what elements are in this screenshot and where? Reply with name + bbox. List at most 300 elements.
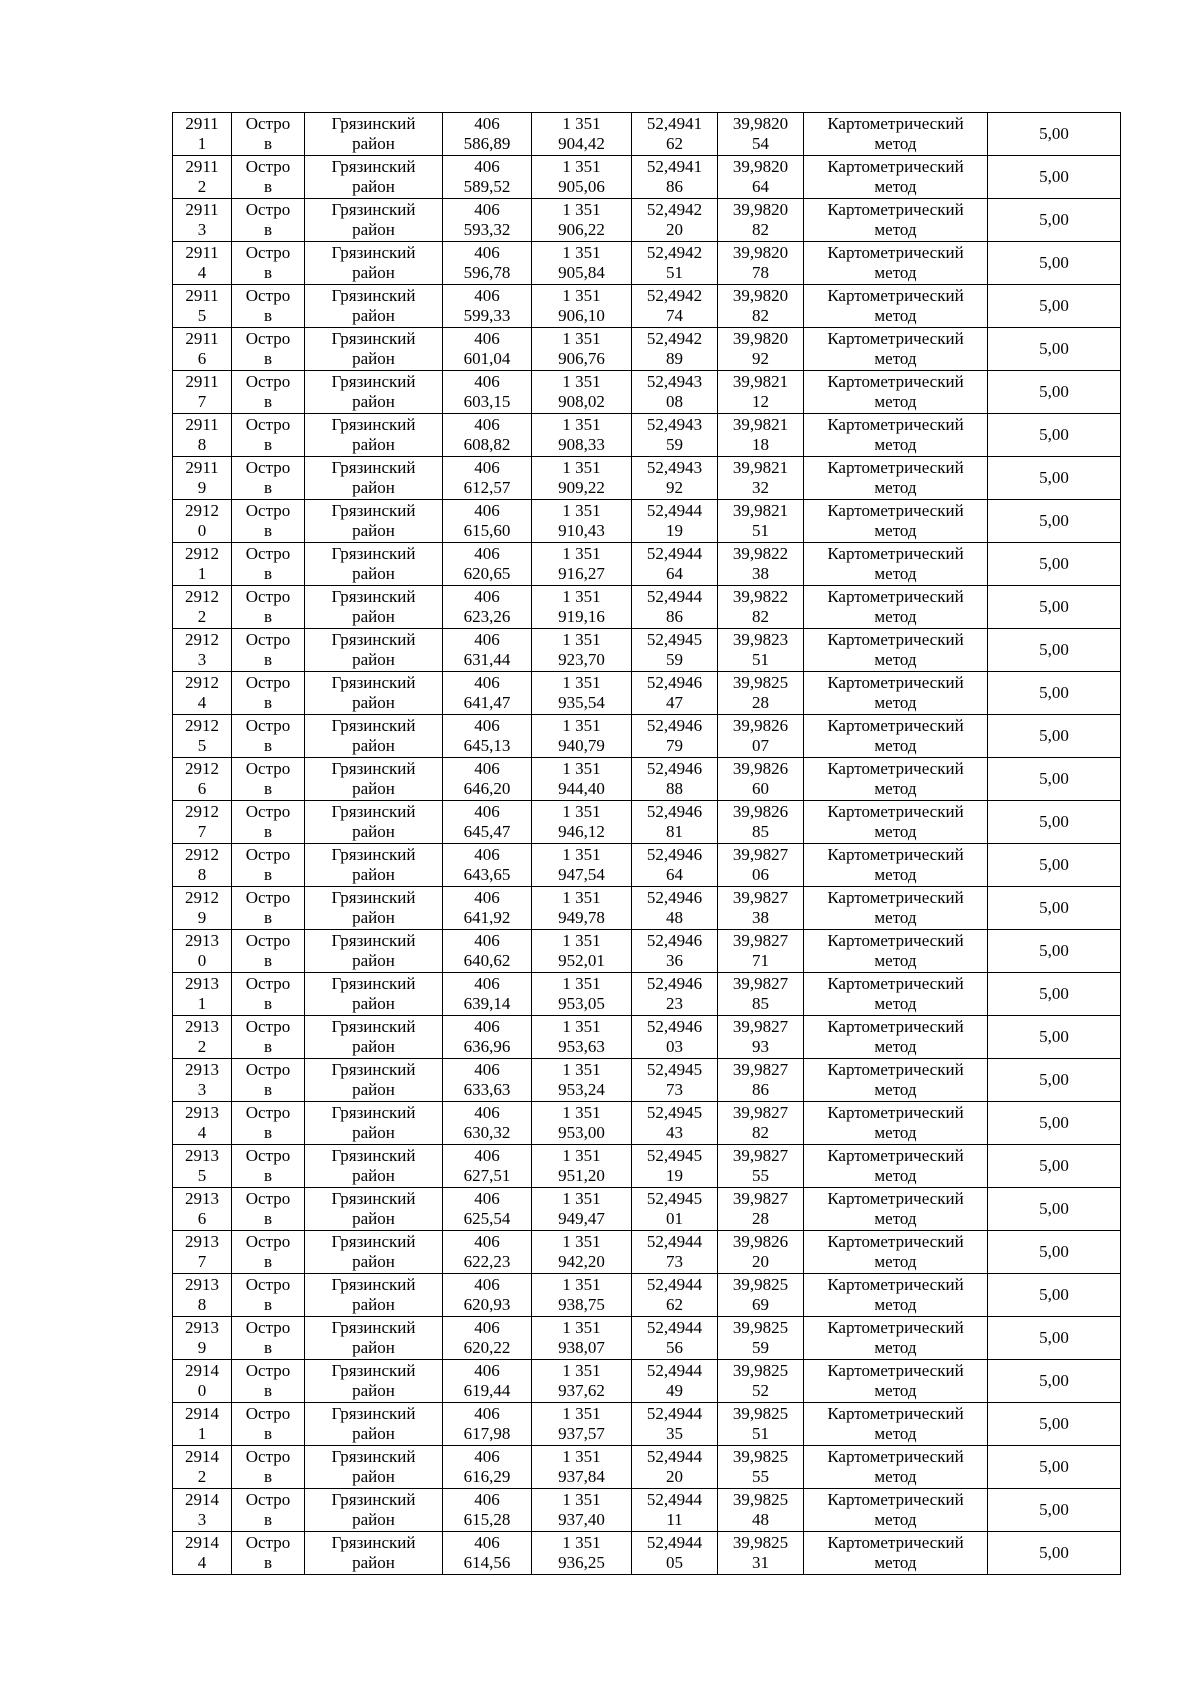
y-coordinate-cell: 1 351 944,40 — [532, 758, 632, 801]
table-row — [173, 973, 1121, 1016]
longitude-cell: 39,9827 82 — [718, 1102, 804, 1145]
district-cell: Грязинский район — [305, 500, 443, 543]
latitude-cell: 52,4943 59 — [632, 414, 718, 457]
y-coordinate-cell: 1 351 916,27 — [532, 543, 632, 586]
object-name-cell: Остро в — [232, 242, 305, 285]
point-number-cell: 2912 7 — [173, 801, 232, 844]
y-coordinate-cell: 1 351 942,20 — [532, 1231, 632, 1274]
latitude-cell: 52,4943 08 — [632, 371, 718, 414]
latitude-cell: 52,4944 19 — [632, 500, 718, 543]
district-cell: Грязинский район — [305, 1016, 443, 1059]
longitude-cell: 39,9827 38 — [718, 887, 804, 930]
point-number-cell: 2911 3 — [173, 199, 232, 242]
accuracy-cell: 5,00 — [988, 371, 1121, 414]
district-cell: Грязинский район — [305, 156, 443, 199]
object-name-cell: Остро в — [232, 1489, 305, 1532]
object-name-cell: Остро в — [232, 629, 305, 672]
longitude-cell: 39,9825 48 — [718, 1489, 804, 1532]
longitude-cell: 39,9825 31 — [718, 1532, 804, 1575]
accuracy-cell: 5,00 — [988, 156, 1121, 199]
district-cell: Грязинский район — [305, 1446, 443, 1489]
district-cell: Грязинский район — [305, 1102, 443, 1145]
x-coordinate-cell: 406 620,22 — [443, 1317, 532, 1360]
y-coordinate-cell: 1 351 936,25 — [532, 1532, 632, 1575]
object-name-cell: Остро в — [232, 1102, 305, 1145]
district-cell: Грязинский район — [305, 715, 443, 758]
x-coordinate-cell: 406 603,15 — [443, 371, 532, 414]
accuracy-cell: 5,00 — [988, 1059, 1121, 1102]
point-number-cell: 2911 7 — [173, 371, 232, 414]
point-number-cell: 2912 5 — [173, 715, 232, 758]
y-coordinate-cell: 1 351 949,78 — [532, 887, 632, 930]
district-cell: Грязинский район — [305, 758, 443, 801]
table-row — [173, 1102, 1121, 1145]
district-cell: Грязинский район — [305, 586, 443, 629]
district-cell: Грязинский район — [305, 285, 443, 328]
method-cell: Картометрический метод — [804, 1102, 988, 1145]
table-row — [173, 887, 1121, 930]
accuracy-cell: 5,00 — [988, 586, 1121, 629]
point-number-cell: 2914 4 — [173, 1532, 232, 1575]
table-row — [173, 1317, 1121, 1360]
x-coordinate-cell: 406 646,20 — [443, 758, 532, 801]
longitude-cell: 39,9826 20 — [718, 1231, 804, 1274]
accuracy-cell: 5,00 — [988, 1016, 1121, 1059]
object-name-cell: Остро в — [232, 199, 305, 242]
table-row — [173, 414, 1121, 457]
method-cell: Картометрический метод — [804, 1489, 988, 1532]
longitude-cell: 39,9821 12 — [718, 371, 804, 414]
method-cell: Картометрический метод — [804, 715, 988, 758]
longitude-cell: 39,9827 86 — [718, 1059, 804, 1102]
accuracy-cell: 5,00 — [988, 1231, 1121, 1274]
latitude-cell: 52,4945 73 — [632, 1059, 718, 1102]
method-cell: Картометрический метод — [804, 672, 988, 715]
object-name-cell: Остро в — [232, 1360, 305, 1403]
latitude-cell: 52,4944 56 — [632, 1317, 718, 1360]
table-row — [173, 328, 1121, 371]
y-coordinate-cell: 1 351 909,22 — [532, 457, 632, 500]
table-row — [173, 1274, 1121, 1317]
method-cell: Картометрический метод — [804, 1274, 988, 1317]
accuracy-cell: 5,00 — [988, 973, 1121, 1016]
district-cell: Грязинский район — [305, 1532, 443, 1575]
accuracy-cell: 5,00 — [988, 715, 1121, 758]
x-coordinate-cell: 406 617,98 — [443, 1403, 532, 1446]
method-cell: Картометрический метод — [804, 1360, 988, 1403]
table-row — [173, 844, 1121, 887]
table-row — [173, 1403, 1121, 1446]
accuracy-cell: 5,00 — [988, 500, 1121, 543]
table-row — [173, 758, 1121, 801]
longitude-cell: 39,9820 92 — [718, 328, 804, 371]
y-coordinate-cell: 1 351 906,10 — [532, 285, 632, 328]
point-number-cell: 2913 0 — [173, 930, 232, 973]
latitude-cell: 52,4944 49 — [632, 1360, 718, 1403]
accuracy-cell: 5,00 — [988, 672, 1121, 715]
table-row — [173, 1446, 1121, 1489]
y-coordinate-cell: 1 351 951,20 — [532, 1145, 632, 1188]
y-coordinate-cell: 1 351 949,47 — [532, 1188, 632, 1231]
accuracy-cell: 5,00 — [988, 1489, 1121, 1532]
object-name-cell: Остро в — [232, 1016, 305, 1059]
y-coordinate-cell: 1 351 940,79 — [532, 715, 632, 758]
longitude-cell: 39,9820 78 — [718, 242, 804, 285]
method-cell: Картометрический метод — [804, 1145, 988, 1188]
table-row — [173, 1489, 1121, 1532]
method-cell: Картометрический метод — [804, 156, 988, 199]
point-number-cell: 2913 4 — [173, 1102, 232, 1145]
table-row — [173, 586, 1121, 629]
accuracy-cell: 5,00 — [988, 1403, 1121, 1446]
longitude-cell: 39,9826 07 — [718, 715, 804, 758]
method-cell: Картометрический метод — [804, 629, 988, 672]
point-number-cell: 2913 1 — [173, 973, 232, 1016]
longitude-cell: 39,9825 59 — [718, 1317, 804, 1360]
y-coordinate-cell: 1 351 937,40 — [532, 1489, 632, 1532]
method-cell: Картометрический метод — [804, 543, 988, 586]
longitude-cell: 39,9820 82 — [718, 285, 804, 328]
longitude-cell: 39,9827 71 — [718, 930, 804, 973]
method-cell: Картометрический метод — [804, 1231, 988, 1274]
point-number-cell: 2911 9 — [173, 457, 232, 500]
x-coordinate-cell: 406 596,78 — [443, 242, 532, 285]
object-name-cell: Остро в — [232, 1317, 305, 1360]
x-coordinate-cell: 406 641,47 — [443, 672, 532, 715]
district-cell: Грязинский район — [305, 1059, 443, 1102]
x-coordinate-cell: 406 633,63 — [443, 1059, 532, 1102]
district-cell: Грязинский район — [305, 113, 443, 156]
x-coordinate-cell: 406 615,28 — [443, 1489, 532, 1532]
object-name-cell: Остро в — [232, 1403, 305, 1446]
x-coordinate-cell: 406 589,52 — [443, 156, 532, 199]
object-name-cell: Остро в — [232, 371, 305, 414]
longitude-cell: 39,9827 93 — [718, 1016, 804, 1059]
object-name-cell: Остро в — [232, 1231, 305, 1274]
object-name-cell: Остро в — [232, 1274, 305, 1317]
accuracy-cell: 5,00 — [988, 1446, 1121, 1489]
y-coordinate-cell: 1 351 919,16 — [532, 586, 632, 629]
table-row — [173, 500, 1121, 543]
accuracy-cell: 5,00 — [988, 629, 1121, 672]
longitude-cell: 39,9827 55 — [718, 1145, 804, 1188]
district-cell: Грязинский район — [305, 973, 443, 1016]
x-coordinate-cell: 406 627,51 — [443, 1145, 532, 1188]
table-row — [173, 457, 1121, 500]
x-coordinate-cell: 406 586,89 — [443, 113, 532, 156]
x-coordinate-cell: 406 645,47 — [443, 801, 532, 844]
longitude-cell: 39,9821 51 — [718, 500, 804, 543]
longitude-cell: 39,9821 18 — [718, 414, 804, 457]
x-coordinate-cell: 406 608,82 — [443, 414, 532, 457]
latitude-cell: 52,4946 48 — [632, 887, 718, 930]
latitude-cell: 52,4946 36 — [632, 930, 718, 973]
longitude-cell: 39,9827 06 — [718, 844, 804, 887]
x-coordinate-cell: 406 625,54 — [443, 1188, 532, 1231]
accuracy-cell: 5,00 — [988, 285, 1121, 328]
y-coordinate-cell: 1 351 953,63 — [532, 1016, 632, 1059]
point-number-cell: 2912 2 — [173, 586, 232, 629]
method-cell: Картометрический метод — [804, 1317, 988, 1360]
accuracy-cell: 5,00 — [988, 1274, 1121, 1317]
latitude-cell: 52,4944 05 — [632, 1532, 718, 1575]
method-cell: Картометрический метод — [804, 371, 988, 414]
point-number-cell: 2913 5 — [173, 1145, 232, 1188]
district-cell: Грязинский район — [305, 199, 443, 242]
point-number-cell: 2912 4 — [173, 672, 232, 715]
object-name-cell: Остро в — [232, 1446, 305, 1489]
accuracy-cell: 5,00 — [988, 1188, 1121, 1231]
object-name-cell: Остро в — [232, 1532, 305, 1575]
method-cell: Картометрический метод — [804, 758, 988, 801]
object-name-cell: Остро в — [232, 543, 305, 586]
table-row — [173, 113, 1121, 156]
x-coordinate-cell: 406 593,32 — [443, 199, 532, 242]
method-cell: Картометрический метод — [804, 414, 988, 457]
latitude-cell: 52,4944 64 — [632, 543, 718, 586]
point-number-cell: 2912 3 — [173, 629, 232, 672]
table-row — [173, 1360, 1121, 1403]
object-name-cell: Остро в — [232, 156, 305, 199]
method-cell: Картометрический метод — [804, 801, 988, 844]
method-cell: Картометрический метод — [804, 1016, 988, 1059]
longitude-cell: 39,9825 69 — [718, 1274, 804, 1317]
latitude-cell: 52,4942 51 — [632, 242, 718, 285]
object-name-cell: Остро в — [232, 1145, 305, 1188]
point-number-cell: 2913 2 — [173, 1016, 232, 1059]
latitude-cell: 52,4941 86 — [632, 156, 718, 199]
point-number-cell: 2914 1 — [173, 1403, 232, 1446]
object-name-cell: Остро в — [232, 586, 305, 629]
latitude-cell: 52,4944 62 — [632, 1274, 718, 1317]
point-number-cell: 2911 4 — [173, 242, 232, 285]
y-coordinate-cell: 1 351 947,54 — [532, 844, 632, 887]
y-coordinate-cell: 1 351 904,42 — [532, 113, 632, 156]
point-number-cell: 2914 0 — [173, 1360, 232, 1403]
latitude-cell: 52,4946 79 — [632, 715, 718, 758]
district-cell: Грязинский район — [305, 414, 443, 457]
method-cell: Картометрический метод — [804, 199, 988, 242]
point-number-cell: 2914 3 — [173, 1489, 232, 1532]
method-cell: Картометрический метод — [804, 457, 988, 500]
district-cell: Грязинский район — [305, 930, 443, 973]
object-name-cell: Остро в — [232, 715, 305, 758]
y-coordinate-cell: 1 351 937,62 — [532, 1360, 632, 1403]
point-number-cell: 2912 8 — [173, 844, 232, 887]
latitude-cell: 52,4942 89 — [632, 328, 718, 371]
point-number-cell: 2914 2 — [173, 1446, 232, 1489]
longitude-cell: 39,9821 32 — [718, 457, 804, 500]
point-number-cell: 2913 9 — [173, 1317, 232, 1360]
accuracy-cell: 5,00 — [988, 887, 1121, 930]
table-row — [173, 801, 1121, 844]
method-cell: Картометрический метод — [804, 1188, 988, 1231]
method-cell: Картометрический метод — [804, 1446, 988, 1489]
method-cell: Картометрический метод — [804, 328, 988, 371]
accuracy-cell: 5,00 — [988, 1102, 1121, 1145]
object-name-cell: Остро в — [232, 844, 305, 887]
latitude-cell: 52,4943 92 — [632, 457, 718, 500]
x-coordinate-cell: 406 641,92 — [443, 887, 532, 930]
point-number-cell: 2911 2 — [173, 156, 232, 199]
point-number-cell: 2913 6 — [173, 1188, 232, 1231]
table-row — [173, 1145, 1121, 1188]
object-name-cell: Остро в — [232, 801, 305, 844]
y-coordinate-cell: 1 351 952,01 — [532, 930, 632, 973]
x-coordinate-cell: 406 645,13 — [443, 715, 532, 758]
y-coordinate-cell: 1 351 906,76 — [532, 328, 632, 371]
accuracy-cell: 5,00 — [988, 1532, 1121, 1575]
y-coordinate-cell: 1 351 905,06 — [532, 156, 632, 199]
longitude-cell: 39,9820 82 — [718, 199, 804, 242]
district-cell: Грязинский район — [305, 543, 443, 586]
point-number-cell: 2912 9 — [173, 887, 232, 930]
longitude-cell: 39,9825 55 — [718, 1446, 804, 1489]
table-row — [173, 1532, 1121, 1575]
latitude-cell: 52,4944 35 — [632, 1403, 718, 1446]
table-row — [173, 1231, 1121, 1274]
method-cell: Картометрический метод — [804, 500, 988, 543]
district-cell: Грязинский район — [305, 801, 443, 844]
x-coordinate-cell: 406 631,44 — [443, 629, 532, 672]
longitude-cell: 39,9820 54 — [718, 113, 804, 156]
y-coordinate-cell: 1 351 923,70 — [532, 629, 632, 672]
x-coordinate-cell: 406 615,60 — [443, 500, 532, 543]
x-coordinate-cell: 406 643,65 — [443, 844, 532, 887]
latitude-cell: 52,4944 73 — [632, 1231, 718, 1274]
object-name-cell: Остро в — [232, 1059, 305, 1102]
point-number-cell: 2911 8 — [173, 414, 232, 457]
district-cell: Грязинский район — [305, 629, 443, 672]
longitude-cell: 39,9827 28 — [718, 1188, 804, 1231]
y-coordinate-cell: 1 351 910,43 — [532, 500, 632, 543]
district-cell: Грязинский район — [305, 1145, 443, 1188]
latitude-cell: 52,4946 64 — [632, 844, 718, 887]
accuracy-cell: 5,00 — [988, 242, 1121, 285]
district-cell: Грязинский район — [305, 1360, 443, 1403]
latitude-cell: 52,4942 74 — [632, 285, 718, 328]
y-coordinate-cell: 1 351 953,05 — [532, 973, 632, 1016]
accuracy-cell: 5,00 — [988, 1360, 1121, 1403]
x-coordinate-cell: 406 639,14 — [443, 973, 532, 1016]
longitude-cell: 39,9825 52 — [718, 1360, 804, 1403]
district-cell: Грязинский район — [305, 242, 443, 285]
y-coordinate-cell: 1 351 937,57 — [532, 1403, 632, 1446]
y-coordinate-cell: 1 351 938,07 — [532, 1317, 632, 1360]
point-number-cell: 2913 3 — [173, 1059, 232, 1102]
object-name-cell: Остро в — [232, 930, 305, 973]
accuracy-cell: 5,00 — [988, 543, 1121, 586]
latitude-cell: 52,4944 11 — [632, 1489, 718, 1532]
district-cell: Грязинский район — [305, 457, 443, 500]
latitude-cell: 52,4945 19 — [632, 1145, 718, 1188]
method-cell: Картометрический метод — [804, 586, 988, 629]
x-coordinate-cell: 406 640,62 — [443, 930, 532, 973]
object-name-cell: Остро в — [232, 672, 305, 715]
x-coordinate-cell: 406 614,56 — [443, 1532, 532, 1575]
table-body — [173, 113, 1121, 1575]
district-cell: Грязинский район — [305, 1317, 443, 1360]
point-number-cell: 2912 0 — [173, 500, 232, 543]
district-cell: Грязинский район — [305, 887, 443, 930]
method-cell: Картометрический метод — [804, 844, 988, 887]
x-coordinate-cell: 406 612,57 — [443, 457, 532, 500]
object-name-cell: Остро в — [232, 1188, 305, 1231]
longitude-cell: 39,9822 82 — [718, 586, 804, 629]
accuracy-cell: 5,00 — [988, 758, 1121, 801]
accuracy-cell: 5,00 — [988, 414, 1121, 457]
object-name-cell: Остро в — [232, 113, 305, 156]
method-cell: Картометрический метод — [804, 1532, 988, 1575]
table-row — [173, 1059, 1121, 1102]
longitude-cell: 39,9825 51 — [718, 1403, 804, 1446]
y-coordinate-cell: 1 351 908,02 — [532, 371, 632, 414]
x-coordinate-cell: 406 636,96 — [443, 1016, 532, 1059]
district-cell: Грязинский район — [305, 1274, 443, 1317]
longitude-cell: 39,9822 38 — [718, 543, 804, 586]
table-row — [173, 156, 1121, 199]
accuracy-cell: 5,00 — [988, 1145, 1121, 1188]
table-row — [173, 285, 1121, 328]
x-coordinate-cell: 406 619,44 — [443, 1360, 532, 1403]
accuracy-cell: 5,00 — [988, 113, 1121, 156]
accuracy-cell: 5,00 — [988, 801, 1121, 844]
y-coordinate-cell: 1 351 935,54 — [532, 672, 632, 715]
method-cell: Картометрический метод — [804, 887, 988, 930]
accuracy-cell: 5,00 — [988, 328, 1121, 371]
object-name-cell: Остро в — [232, 500, 305, 543]
y-coordinate-cell: 1 351 953,00 — [532, 1102, 632, 1145]
latitude-cell: 52,4944 86 — [632, 586, 718, 629]
latitude-cell: 52,4946 47 — [632, 672, 718, 715]
table-row — [173, 199, 1121, 242]
method-cell: Картометрический метод — [804, 1059, 988, 1102]
table-row — [173, 543, 1121, 586]
point-number-cell: 2912 1 — [173, 543, 232, 586]
accuracy-cell: 5,00 — [988, 844, 1121, 887]
latitude-cell: 52,4945 43 — [632, 1102, 718, 1145]
district-cell: Грязинский район — [305, 844, 443, 887]
method-cell: Картометрический метод — [804, 930, 988, 973]
table-row — [173, 1016, 1121, 1059]
latitude-cell: 52,4946 23 — [632, 973, 718, 1016]
latitude-cell: 52,4945 01 — [632, 1188, 718, 1231]
latitude-cell: 52,4946 88 — [632, 758, 718, 801]
point-number-cell: 2911 6 — [173, 328, 232, 371]
object-name-cell: Остро в — [232, 758, 305, 801]
longitude-cell: 39,9827 85 — [718, 973, 804, 1016]
district-cell: Грязинский район — [305, 328, 443, 371]
longitude-cell: 39,9826 85 — [718, 801, 804, 844]
object-name-cell: Остро в — [232, 328, 305, 371]
table-row — [173, 371, 1121, 414]
point-number-cell: 2913 7 — [173, 1231, 232, 1274]
x-coordinate-cell: 406 622,23 — [443, 1231, 532, 1274]
accuracy-cell: 5,00 — [988, 1317, 1121, 1360]
x-coordinate-cell: 406 616,29 — [443, 1446, 532, 1489]
x-coordinate-cell: 406 630,32 — [443, 1102, 532, 1145]
table-row — [173, 629, 1121, 672]
x-coordinate-cell: 406 620,65 — [443, 543, 532, 586]
accuracy-cell: 5,00 — [988, 199, 1121, 242]
accuracy-cell: 5,00 — [988, 930, 1121, 973]
x-coordinate-cell: 406 623,26 — [443, 586, 532, 629]
point-number-cell: 2911 1 — [173, 113, 232, 156]
longitude-cell: 39,9825 28 — [718, 672, 804, 715]
longitude-cell: 39,9820 64 — [718, 156, 804, 199]
y-coordinate-cell: 1 351 908,33 — [532, 414, 632, 457]
y-coordinate-cell: 1 351 937,84 — [532, 1446, 632, 1489]
